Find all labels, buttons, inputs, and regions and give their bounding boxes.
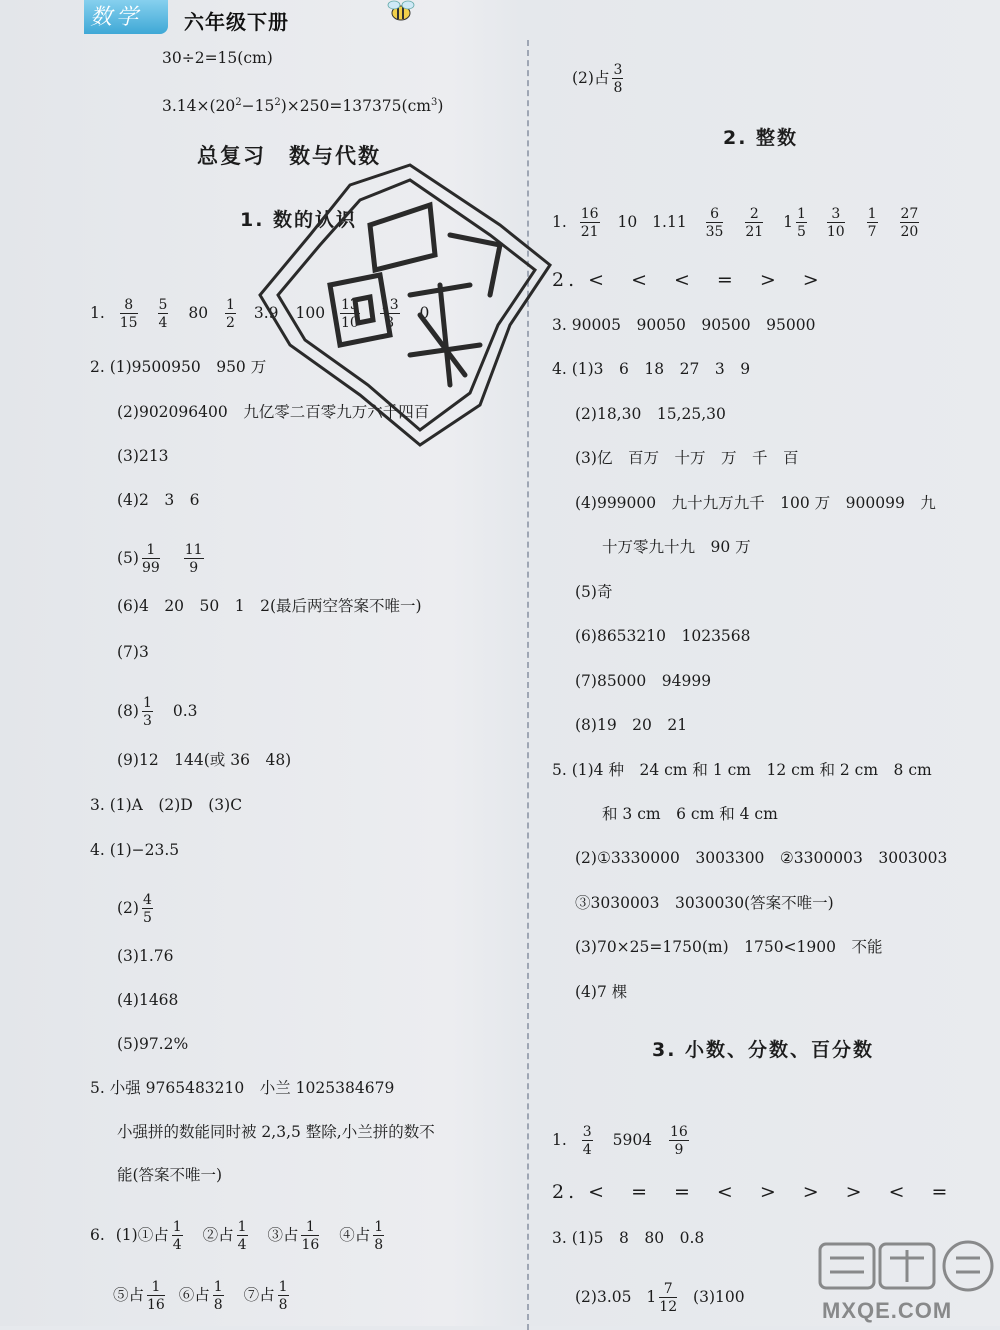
numerator: 1 bbox=[797, 206, 806, 222]
fraction bbox=[172, 1220, 183, 1252]
answer-line bbox=[90, 1220, 387, 1252]
answer-line: 30÷2=15(cm) bbox=[162, 49, 273, 67]
fraction bbox=[213, 1280, 224, 1312]
answer-line: (7)85000 94999 bbox=[575, 672, 712, 690]
superscript: 2 bbox=[235, 97, 242, 108]
stamp-seal bbox=[250, 145, 560, 465]
text: (2)占 bbox=[572, 69, 610, 87]
fraction bbox=[659, 1282, 677, 1314]
watermark-text: MXQE.COM bbox=[822, 1298, 953, 1323]
text: ③占 bbox=[267, 1226, 299, 1244]
answer-line bbox=[117, 543, 207, 575]
answer-line: 4. (1)−23.5 bbox=[90, 841, 180, 859]
answer-line: 2. < = = < > > > < = bbox=[552, 1181, 952, 1203]
numerator: 13 bbox=[341, 297, 359, 313]
subsection-title: 2. 整数 bbox=[723, 127, 799, 149]
answer-line: (9)12 144(或 36 48) bbox=[117, 751, 292, 769]
answer-line: (3)1.76 bbox=[117, 947, 174, 965]
value: 10 bbox=[617, 213, 638, 231]
text: (8) bbox=[117, 702, 139, 720]
text: ⑥占 bbox=[178, 1286, 210, 1304]
numerator: 1 bbox=[142, 695, 152, 711]
value: 1.11 bbox=[652, 213, 687, 231]
value: 100 bbox=[295, 304, 326, 322]
denominator: 3 bbox=[142, 713, 152, 729]
text: −15 bbox=[241, 97, 275, 116]
denominator: 35 bbox=[705, 224, 724, 240]
numerator: 4 bbox=[142, 892, 152, 908]
answer-line bbox=[117, 893, 156, 925]
answer-line: 十万零九十九 90 万 bbox=[602, 538, 751, 556]
answer-line: (4)999000 九十九万九千 100 万 900099 九 bbox=[575, 494, 936, 512]
answer-line: ③3030003 3030030(答案不唯一) bbox=[575, 894, 834, 912]
value: 5904 bbox=[612, 1131, 653, 1149]
fraction bbox=[147, 1280, 165, 1312]
answer-line: 能(答案不唯一) bbox=[117, 1166, 223, 1184]
answer-line bbox=[113, 1280, 292, 1312]
numerator: 3 bbox=[582, 1124, 592, 1140]
answer-line bbox=[552, 207, 922, 239]
text: ⑦占 bbox=[243, 1286, 275, 1304]
value: 0.3 bbox=[172, 702, 198, 720]
grade-label: 六年级下册 bbox=[184, 10, 289, 34]
item-number: 6. bbox=[90, 1226, 105, 1244]
answer-line: (2)①3330000 3003300 ②3300003 3003003 bbox=[575, 849, 948, 867]
denominator: 10 bbox=[826, 224, 845, 240]
whole: 1 bbox=[783, 213, 794, 231]
numerator: 3 bbox=[613, 62, 623, 78]
section-title: 总复习 数与代数 bbox=[197, 144, 381, 168]
numerator: 1 bbox=[301, 1220, 319, 1236]
numerator: 1 bbox=[867, 206, 877, 222]
fraction bbox=[900, 207, 920, 239]
text: (3)100 bbox=[693, 1288, 745, 1306]
mixed-number bbox=[646, 1282, 680, 1314]
denominator: 21 bbox=[745, 224, 764, 240]
numerator: 16 bbox=[669, 1124, 688, 1140]
denominator: 5 bbox=[142, 910, 152, 926]
numerator: 5 bbox=[158, 297, 168, 313]
fraction bbox=[278, 1280, 289, 1312]
fraction bbox=[225, 298, 236, 330]
numerator: 7 bbox=[659, 1282, 677, 1298]
fraction bbox=[867, 207, 878, 239]
subject-logo bbox=[84, 0, 168, 34]
text: 3.14×(20 bbox=[162, 97, 236, 116]
value: 3.9 bbox=[253, 304, 279, 322]
item-number: 1. bbox=[552, 213, 567, 231]
denominator: 16 bbox=[301, 1237, 320, 1253]
denominator: 9 bbox=[189, 560, 199, 576]
fraction bbox=[745, 207, 763, 239]
denominator: 3 bbox=[385, 315, 395, 331]
numerator: 1 bbox=[278, 1279, 288, 1295]
mixed-number bbox=[783, 207, 810, 239]
numerator: 1 bbox=[172, 1219, 182, 1235]
answer-line: 4. (1)3 6 18 27 3 9 bbox=[552, 360, 751, 378]
fraction bbox=[827, 207, 845, 239]
fraction bbox=[120, 298, 138, 330]
answer-line: 3. (1)A (2)D (3)C bbox=[90, 796, 243, 814]
fraction bbox=[612, 63, 623, 95]
site-watermark bbox=[808, 1238, 1000, 1326]
denominator: 4 bbox=[582, 1142, 592, 1158]
superscript: 2 bbox=[274, 97, 281, 108]
answer-line: 和 3 cm 6 cm 和 4 cm bbox=[602, 805, 778, 823]
answer-line: (5)97.2% bbox=[117, 1035, 189, 1053]
page-header bbox=[84, 0, 324, 38]
answer-line: (6)8653210 1023568 bbox=[575, 627, 751, 645]
item-number: 1. bbox=[552, 1131, 567, 1149]
denominator: 4 bbox=[237, 1237, 247, 1253]
answer-line: (4)2 3 6 bbox=[117, 491, 200, 509]
answer-line: 3. 90005 90050 90500 95000 bbox=[552, 316, 816, 334]
answer-line: (3)亿 百万 十万 万 千 百 bbox=[575, 449, 799, 467]
fraction bbox=[142, 893, 153, 925]
answer-line: 5. (1)4 种 24 cm 和 1 cm 12 cm 和 2 cm 8 cm bbox=[552, 761, 932, 779]
numerator: 1 bbox=[147, 1280, 165, 1296]
value: 0 bbox=[419, 304, 430, 322]
fraction bbox=[580, 207, 600, 239]
text: (1)①占 bbox=[115, 1226, 169, 1244]
answer-line: (5)奇 bbox=[575, 583, 613, 601]
numerator: 3 bbox=[827, 207, 845, 223]
answer-line: (2)18,30 15,25,30 bbox=[575, 405, 726, 423]
denominator: 7 bbox=[867, 224, 877, 240]
denominator: 21 bbox=[580, 224, 599, 240]
denominator: 12 bbox=[659, 1299, 678, 1315]
subsection-title: 3. 小数、分数、百分数 bbox=[652, 1039, 875, 1061]
answer-line: 2. (1)9500950 950 万 bbox=[90, 358, 267, 376]
text: ⑤占 bbox=[113, 1286, 145, 1304]
text: ②占 bbox=[202, 1226, 234, 1244]
numerator: 1 bbox=[142, 543, 160, 559]
answer-line bbox=[575, 1282, 745, 1314]
text: ) bbox=[437, 97, 444, 116]
denominator: 4 bbox=[172, 1237, 182, 1253]
denominator: 5 bbox=[797, 224, 806, 240]
numerator: 1 bbox=[213, 1279, 223, 1295]
fraction bbox=[582, 1125, 593, 1157]
fraction bbox=[158, 298, 169, 330]
fraction bbox=[373, 1220, 384, 1252]
answer-line: 5. 小强 9765483210 小兰 1025384679 bbox=[90, 1079, 395, 1097]
answer-line bbox=[117, 696, 197, 728]
text: (5) bbox=[117, 549, 139, 567]
answer-line: (3)70×25=1750(m) 1750<1900 不能 bbox=[575, 938, 883, 956]
answer-line: 3. (1)5 8 80 0.8 bbox=[552, 1229, 705, 1247]
numerator: 11 bbox=[184, 542, 203, 558]
answer-line: (7)3 bbox=[117, 643, 149, 661]
denominator: 8 bbox=[213, 1297, 223, 1313]
superscript: 3 bbox=[430, 97, 438, 108]
denominator: 9 bbox=[674, 1142, 684, 1158]
numerator: 1 bbox=[226, 297, 235, 313]
whole: 1 bbox=[646, 1288, 657, 1306]
answer-line: (3)213 bbox=[117, 447, 169, 465]
denominator: 8 bbox=[374, 1237, 384, 1253]
answer-line bbox=[572, 63, 626, 95]
denominator: 16 bbox=[147, 1297, 165, 1313]
answer-line bbox=[162, 93, 443, 116]
denominator: 15 bbox=[119, 315, 138, 331]
numerator: 13 bbox=[380, 297, 399, 313]
numerator: 2 bbox=[745, 207, 763, 223]
answer-line: (8)19 20 21 bbox=[575, 716, 688, 734]
denominator: 8 bbox=[278, 1297, 288, 1313]
subject-label: 数学 bbox=[90, 5, 143, 30]
fraction bbox=[142, 543, 160, 575]
numerator: 6 bbox=[706, 207, 724, 223]
answer-line: (4)7 棵 bbox=[575, 983, 628, 1001]
fraction bbox=[184, 543, 204, 575]
denominator: 4 bbox=[158, 315, 168, 331]
denominator: 10 bbox=[341, 315, 359, 331]
denominator: 2 bbox=[226, 315, 235, 331]
answer-line: (4)1468 bbox=[117, 991, 179, 1009]
value: 80 bbox=[188, 304, 209, 322]
denominator: 99 bbox=[141, 560, 160, 576]
numerator: 16 bbox=[580, 206, 599, 222]
numerator: 8 bbox=[120, 298, 138, 314]
fraction bbox=[237, 1220, 248, 1252]
denominator: 8 bbox=[613, 80, 623, 96]
fraction bbox=[796, 207, 807, 239]
fraction bbox=[669, 1125, 689, 1157]
numerator: 1 bbox=[374, 1219, 384, 1235]
text: ④占 bbox=[339, 1226, 371, 1244]
bee-icon bbox=[384, 0, 418, 22]
answer-line: 小强拼的数能同时被 2,3,5 整除,小兰拼的数不 bbox=[117, 1123, 435, 1141]
answer-line: 2. < < < = > > bbox=[552, 269, 823, 291]
fraction bbox=[301, 1220, 319, 1252]
fraction bbox=[142, 696, 153, 728]
item-number: 1. bbox=[90, 304, 105, 322]
answer-line: (6)4 20 50 1 2(最后两空答案不唯一) bbox=[117, 597, 422, 615]
numerator: 1 bbox=[237, 1219, 247, 1235]
subsection-title: 1. 数的认识 bbox=[240, 209, 358, 231]
text: (2)3.05 bbox=[575, 1288, 632, 1306]
text: )×250=137375(cm bbox=[280, 97, 431, 116]
answer-line: (2)902096400 九亿零二百零九万六千四百 bbox=[117, 403, 430, 421]
answer-line bbox=[552, 1125, 692, 1157]
numerator: 27 bbox=[900, 206, 919, 222]
text: (2) bbox=[117, 899, 139, 917]
denominator: 20 bbox=[900, 224, 919, 240]
fraction bbox=[706, 207, 724, 239]
